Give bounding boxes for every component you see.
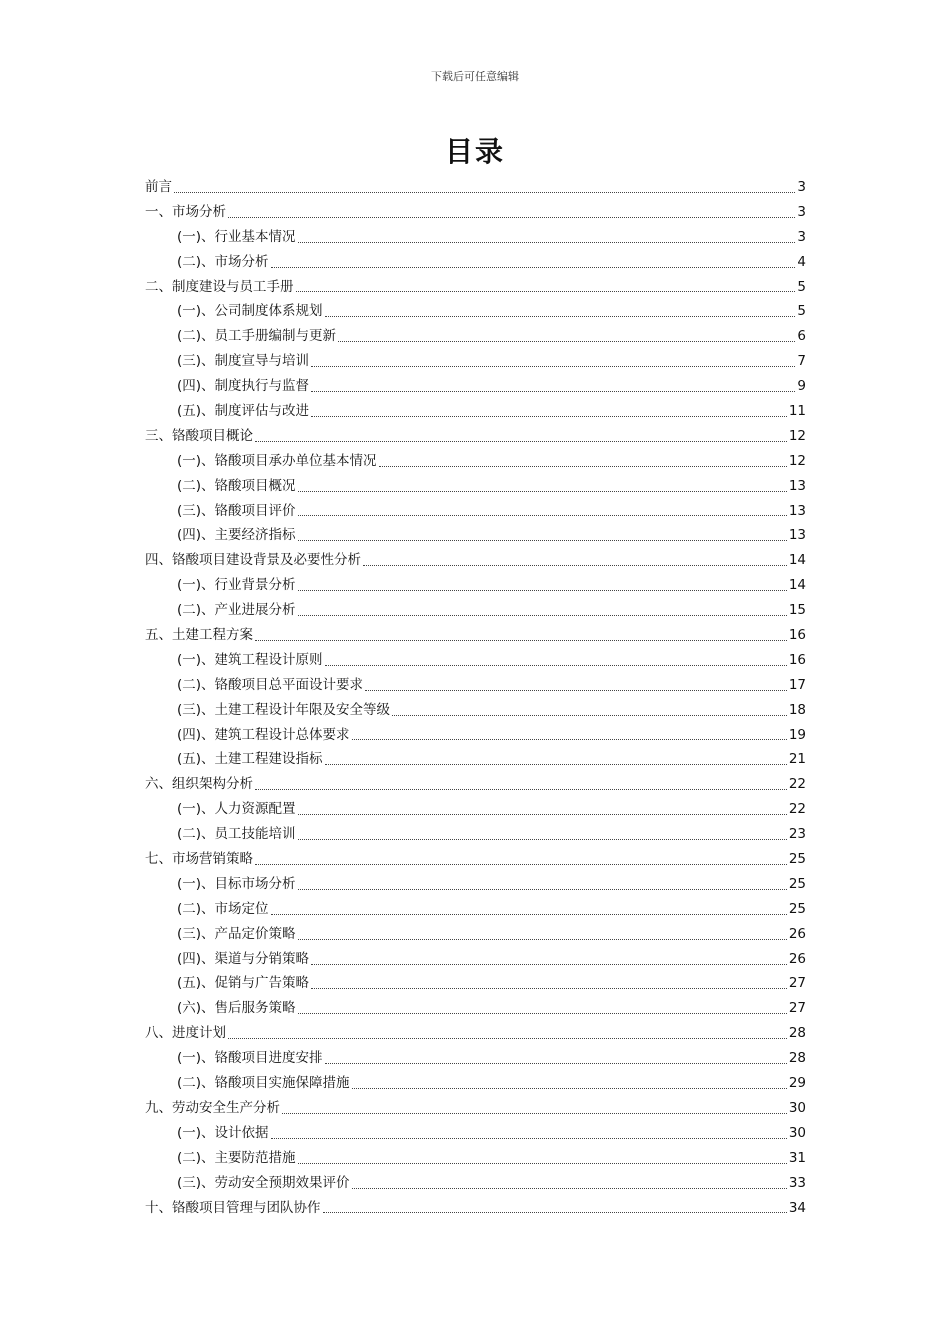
toc-dot-leader: [298, 839, 787, 840]
toc-entry-label: 三、铬酸项目概论: [145, 427, 253, 444]
toc-entry-page: 13: [788, 502, 806, 519]
toc-entry[interactable]: [145, 1146, 806, 1171]
toc-entry[interactable]: [145, 922, 806, 947]
toc-entry-page: 25: [788, 875, 806, 892]
toc-entry-label: (五)、促销与广告策略: [177, 975, 310, 992]
toc-entry-label: (一)、铬酸项目进度安排: [177, 1050, 323, 1067]
toc-entry-page: 28: [788, 1025, 806, 1042]
toc-entry-page: 16: [788, 627, 806, 644]
toc-entry-page: 21: [788, 751, 806, 768]
toc-entry-page: 3: [797, 203, 806, 220]
toc-entry-page: 28: [788, 1050, 806, 1067]
toc-entry[interactable]: [145, 797, 806, 822]
toc-dot-leader: [298, 615, 787, 616]
toc-entry[interactable]: [145, 1096, 806, 1121]
toc-entry-page: 15: [788, 602, 806, 619]
toc-entry-label: (一)、行业背景分析: [177, 577, 296, 594]
toc-entry[interactable]: [145, 1171, 806, 1196]
toc-entry-page: 14: [788, 577, 806, 594]
toc-entry-label: (一)、设计依据: [177, 1124, 269, 1141]
toc-entry-page: 30: [788, 1099, 806, 1116]
toc-entry[interactable]: [145, 1121, 806, 1146]
toc-entry-page: 12: [788, 427, 806, 444]
toc-dot-leader: [271, 267, 796, 268]
toc-entry-page: 30: [788, 1124, 806, 1141]
toc-dot-leader: [311, 964, 787, 965]
toc-entry[interactable]: [145, 772, 806, 797]
toc-dot-leader: [379, 466, 787, 467]
toc-entry-page: 26: [788, 925, 806, 942]
toc-entry[interactable]: [145, 598, 806, 623]
toc-entry-page: 27: [788, 1000, 806, 1017]
toc-entry[interactable]: [145, 374, 806, 399]
toc-entry-page: 3: [797, 228, 806, 245]
toc-dot-leader: [311, 988, 787, 989]
toc-entry-label: (二)、铬酸项目实施保障措施: [177, 1075, 350, 1092]
toc-entry[interactable]: [145, 349, 806, 374]
toc-entry[interactable]: [145, 847, 806, 872]
toc-entry-page: 13: [788, 477, 806, 494]
toc-entry-label: (一)、行业基本情况: [177, 228, 296, 245]
toc-entry-label: (二)、铬酸项目概况: [177, 477, 296, 494]
toc-entry-label: 前言: [145, 178, 172, 195]
toc-entry-page: 29: [788, 1075, 806, 1092]
toc-entry-page: 33: [788, 1174, 806, 1191]
toc-entry-page: 16: [788, 651, 806, 668]
toc-dot-leader: [325, 316, 796, 317]
toc-entry-page: 27: [788, 975, 806, 992]
table-of-contents: [145, 175, 806, 1220]
toc-dot-leader: [298, 1013, 787, 1014]
toc-dot-leader: [325, 1063, 787, 1064]
toc-entry-label: (四)、建筑工程设计总体要求: [177, 726, 350, 743]
toc-dot-leader: [325, 764, 787, 765]
toc-entry-page: 19: [788, 726, 806, 743]
toc-entry-label: 九、劳动安全生产分析: [145, 1099, 280, 1116]
toc-entry[interactable]: [145, 548, 806, 573]
toc-entry[interactable]: [145, 673, 806, 698]
toc-entry[interactable]: [145, 1021, 806, 1046]
toc-dot-leader: [298, 814, 787, 815]
toc-dot-leader: [365, 690, 787, 691]
toc-dot-leader: [255, 789, 787, 790]
toc-entry-label: (二)、铬酸项目总平面设计要求: [177, 676, 364, 693]
toc-entry-label: 六、组织架构分析: [145, 776, 253, 793]
toc-entry-page: 25: [788, 900, 806, 917]
toc-entry-page: 9: [797, 378, 806, 395]
toc-entry[interactable]: [145, 698, 806, 723]
toc-entry[interactable]: [145, 424, 806, 449]
toc-entry-page: 12: [788, 452, 806, 469]
toc-dot-leader: [298, 242, 796, 243]
toc-entry-label: (三)、制度宣导与培训: [177, 353, 310, 370]
toc-entry-label: (六)、售后服务策略: [177, 1000, 296, 1017]
toc-entry[interactable]: [145, 723, 806, 748]
toc-entry[interactable]: [145, 225, 806, 250]
toc-entry-page: 22: [788, 776, 806, 793]
toc-entry-label: (二)、市场分析: [177, 253, 269, 270]
toc-entry-page: 3: [797, 178, 806, 195]
toc-dot-leader: [352, 1088, 787, 1089]
toc-entry-label: (二)、员工技能培训: [177, 826, 296, 843]
toc-entry-label: (四)、制度执行与监督: [177, 378, 310, 395]
toc-entry-page: 7: [797, 353, 806, 370]
toc-entry[interactable]: [145, 947, 806, 972]
toc-entry-page: 22: [788, 801, 806, 818]
toc-entry[interactable]: [145, 175, 806, 200]
toc-entry-label: (四)、渠道与分销策略: [177, 950, 310, 967]
toc-entry[interactable]: [145, 623, 806, 648]
toc-dot-leader: [298, 590, 787, 591]
toc-entry-page: 5: [797, 303, 806, 320]
header-note: 下载后可任意编辑: [431, 70, 519, 83]
toc-entry[interactable]: [145, 299, 806, 324]
toc-dot-leader: [255, 864, 787, 865]
toc-entry-label: 七、市场营销策略: [145, 851, 253, 868]
toc-dot-leader: [298, 1163, 787, 1164]
toc-entry[interactable]: [145, 872, 806, 897]
toc-entry-page: 26: [788, 950, 806, 967]
toc-dot-leader: [271, 1138, 787, 1139]
toc-dot-leader: [298, 540, 787, 541]
toc-entry-page: 34: [788, 1199, 806, 1216]
toc-entry-page: 4: [797, 253, 806, 270]
toc-entry[interactable]: [145, 474, 806, 499]
toc-entry[interactable]: [145, 648, 806, 673]
toc-entry-label: 五、土建工程方案: [145, 627, 253, 644]
toc-entry[interactable]: [145, 573, 806, 598]
toc-entry[interactable]: [145, 972, 806, 997]
toc-entry-label: (三)、铬酸项目评价: [177, 502, 296, 519]
toc-dot-leader: [363, 565, 787, 566]
toc-entry-page: 17: [788, 676, 806, 693]
toc-entry[interactable]: [145, 250, 806, 275]
toc-entry[interactable]: [145, 1196, 806, 1221]
toc-dot-leader: [298, 515, 787, 516]
toc-entry[interactable]: [145, 897, 806, 922]
toc-entry-page: 25: [788, 851, 806, 868]
toc-dot-leader: [174, 192, 795, 193]
toc-entry-label: (一)、人力资源配置: [177, 801, 296, 818]
toc-entry[interactable]: [145, 1046, 806, 1071]
toc-dot-leader: [311, 416, 787, 417]
toc-entry-page: 23: [788, 826, 806, 843]
toc-entry-label: (一)、公司制度体系规划: [177, 303, 323, 320]
toc-entry[interactable]: [145, 499, 806, 524]
toc-dot-leader: [298, 889, 787, 890]
toc-entry-page: 5: [797, 278, 806, 295]
toc-entry-label: (二)、市场定位: [177, 900, 269, 917]
toc-entry-label: (二)、主要防范措施: [177, 1149, 296, 1166]
toc-entry[interactable]: [145, 747, 806, 772]
toc-entry-label: (四)、主要经济指标: [177, 527, 296, 544]
toc-dot-leader: [338, 341, 795, 342]
toc-entry-label: (三)、土建工程设计年限及安全等级: [177, 701, 391, 718]
toc-entry-label: (二)、产业进展分析: [177, 602, 296, 619]
toc-dot-leader: [352, 739, 787, 740]
toc-entry[interactable]: [145, 822, 806, 847]
toc-entry-label: 一、市场分析: [145, 203, 226, 220]
toc-dot-leader: [271, 914, 787, 915]
toc-entry-label: (五)、制度评估与改进: [177, 403, 310, 419]
toc-entry[interactable]: [145, 399, 806, 424]
toc-entry[interactable]: [145, 449, 806, 474]
toc-entry-page: 31: [788, 1149, 806, 1166]
toc-entry-label: (三)、劳动安全预期效果评价: [177, 1174, 350, 1191]
toc-dot-leader: [298, 491, 787, 492]
toc-entry-label: (五)、土建工程建设指标: [177, 751, 323, 768]
toc-dot-leader: [311, 366, 795, 367]
toc-entry[interactable]: [145, 523, 806, 548]
toc-entry-label: 八、进度计划: [145, 1025, 226, 1042]
toc-dot-leader: [323, 1212, 787, 1213]
toc-dot-leader: [255, 640, 787, 641]
toc-dot-leader: [392, 715, 787, 716]
toc-entry-page: 6: [797, 328, 806, 345]
toc-entry-label: (三)、产品定价策略: [177, 925, 296, 942]
toc-entry-label: (一)、铬酸项目承办单位基本情况: [177, 452, 377, 469]
toc-entry[interactable]: [145, 200, 806, 225]
toc-dot-leader: [255, 441, 787, 442]
toc-title: 目录: [444, 135, 505, 168]
toc-dot-leader: [298, 939, 787, 940]
toc-dot-leader: [228, 1038, 787, 1039]
toc-entry-page: 13: [788, 527, 806, 544]
toc-dot-leader: [282, 1113, 787, 1114]
toc-entry-label: (一)、建筑工程设计原则: [177, 651, 323, 668]
toc-entry-label: (一)、目标市场分析: [177, 875, 296, 892]
toc-entry-page: 11: [788, 403, 806, 419]
toc-entry-page: 14: [788, 552, 806, 569]
toc-dot-leader: [325, 665, 787, 666]
toc-entry[interactable]: [145, 324, 806, 349]
toc-entry[interactable]: [145, 1071, 806, 1096]
toc-entry[interactable]: [145, 996, 806, 1021]
toc-dot-leader: [311, 391, 795, 392]
toc-entry-label: (二)、员工手册编制与更新: [177, 328, 337, 345]
toc-entry-page: 18: [788, 701, 806, 718]
toc-entry[interactable]: [145, 275, 806, 300]
toc-dot-leader: [296, 291, 796, 292]
toc-dot-leader: [352, 1188, 787, 1189]
toc-entry-label: 十、铬酸项目管理与团队协作: [145, 1199, 321, 1216]
toc-entry-label: 四、铬酸项目建设背景及必要性分析: [145, 552, 361, 569]
toc-dot-leader: [228, 217, 795, 218]
toc-entry-label: 二、制度建设与员工手册: [145, 278, 294, 295]
